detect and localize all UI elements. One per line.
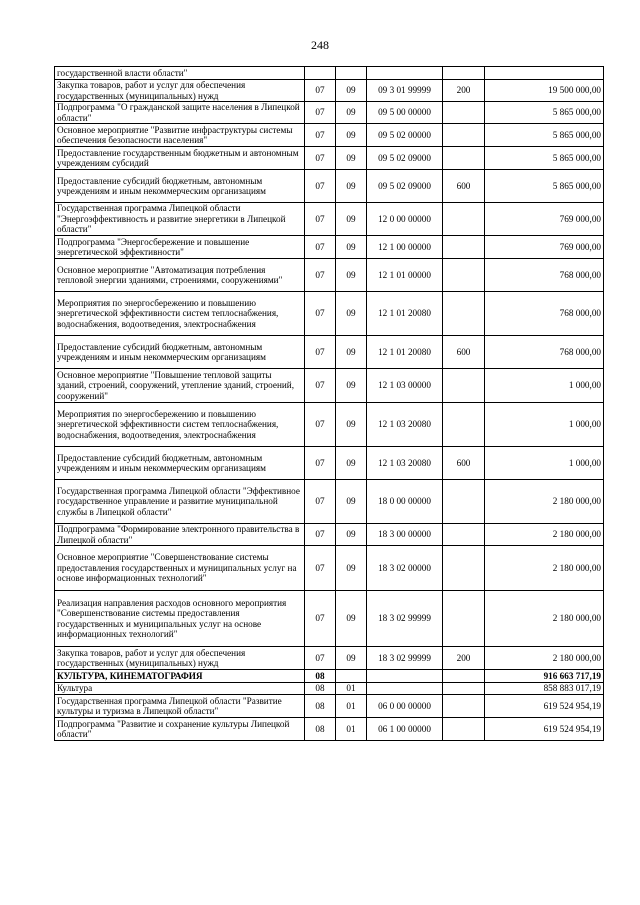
cell-expense-type [443, 236, 485, 259]
cell-amount: 1 000,00 [485, 447, 604, 480]
cell-amount: 768 000,00 [485, 336, 604, 369]
cell-expense-type: 600 [443, 336, 485, 369]
cell-section: 07 [305, 259, 336, 292]
cell-expense-type [443, 546, 485, 591]
cell-subsection: 01 [336, 683, 367, 695]
cell-target-item: 18 0 00 00000 [367, 480, 443, 524]
table-row [55, 480, 604, 524]
table-row [55, 369, 604, 403]
table-row [55, 524, 604, 546]
cell-expense-type [443, 591, 485, 647]
cell-name: Культура [55, 683, 305, 695]
cell-name: Основное мероприятие "Развитие инфраструктуры системы обеспечения безопасности населения" [55, 124, 305, 147]
cell-amount: 769 000,00 [485, 203, 604, 236]
cell-subsection: 09 [336, 80, 367, 102]
cell-name: Закупка товаров, работ и услуг для обеспечения государственных (муниципальных) нужд [55, 647, 305, 670]
cell-amount: 19 500 000,00 [485, 80, 604, 102]
cell-amount: 769 000,00 [485, 236, 604, 259]
cell-target-item: 09 5 00 00000 [367, 102, 443, 124]
table-row [55, 236, 604, 259]
cell-subsection: 09 [336, 292, 367, 336]
cell-name: Государственная программа Липецкой области "Развитие культуры и туризма в Липецкой области" [55, 695, 305, 718]
table-row [55, 591, 604, 647]
cell-expense-type [443, 259, 485, 292]
table-row [55, 403, 604, 447]
cell-name: Мероприятия по энергосбережению и повышению энергетической эффективности систем теплоснабжения, водоснабжения, водоотведения, электроснабжения [55, 292, 305, 336]
cell-target-item: 12 1 01 00000 [367, 259, 443, 292]
cell-name: Подпрограмма "Формирование электронного правительства в Липецкой области" [55, 524, 305, 546]
cell-section: 07 [305, 80, 336, 102]
cell-subsection: 09 [336, 236, 367, 259]
cell-amount: 5 865 000,00 [485, 102, 604, 124]
cell-target-item: 18 3 00 00000 [367, 524, 443, 546]
cell-target-item: 06 0 00 00000 [367, 695, 443, 718]
cell-expense-type [443, 147, 485, 170]
cell-section: 07 [305, 170, 336, 203]
cell-amount: 619 524 954,19 [485, 695, 604, 718]
cell-expense-type [443, 369, 485, 403]
table-row [55, 259, 604, 292]
cell-name: государственной власти области" [55, 67, 305, 80]
cell-subsection: 09 [336, 170, 367, 203]
table-row [55, 203, 604, 236]
cell-target-item: 12 1 01 20080 [367, 292, 443, 336]
cell-section [305, 67, 336, 80]
table-row [55, 102, 604, 124]
cell-name: Подпрограмма "О гражданской защите населения в Липецкой области" [55, 102, 305, 124]
cell-amount: 1 000,00 [485, 403, 604, 447]
table-row [55, 546, 604, 591]
cell-name: Основное мероприятие "Повышение тепловой защиты зданий, строений, сооружений, утепление зданий, строений, сооружений" [55, 369, 305, 403]
cell-subsection [336, 670, 367, 683]
cell-expense-type: 600 [443, 447, 485, 480]
cell-subsection: 09 [336, 591, 367, 647]
cell-section: 07 [305, 403, 336, 447]
table-row [55, 80, 604, 102]
table-row [55, 695, 604, 718]
cell-section: 07 [305, 102, 336, 124]
cell-section: 07 [305, 591, 336, 647]
cell-name: Предоставление субсидий бюджетным, автономным учреждениям и иным некоммерческим организациям [55, 170, 305, 203]
cell-subsection: 01 [336, 695, 367, 718]
cell-expense-type [443, 480, 485, 524]
cell-subsection [336, 67, 367, 80]
cell-subsection: 09 [336, 480, 367, 524]
cell-amount: 2 180 000,00 [485, 480, 604, 524]
cell-name: Предоставление государственным бюджетным и автономным учреждениям субсидий [55, 147, 305, 170]
cell-amount: 2 180 000,00 [485, 591, 604, 647]
cell-expense-type [443, 670, 485, 683]
cell-subsection: 09 [336, 546, 367, 591]
cell-section: 07 [305, 480, 336, 524]
cell-name: Государственная программа Липецкой области "Энергоэффективность и развитие энергетики в Липецкой области" [55, 203, 305, 236]
cell-expense-type [443, 102, 485, 124]
cell-expense-type [443, 718, 485, 741]
cell-name: Государственная программа Липецкой области "Эффективное государственное управление и развитие муниципальной службы в Липецкой области" [55, 480, 305, 524]
cell-name: Мероприятия по энергосбережению и повышению энергетической эффективности систем теплоснабжения, водоснабжения, водоотведения, электроснабжения [55, 403, 305, 447]
cell-target-item: 18 3 02 99999 [367, 591, 443, 647]
cell-subsection: 09 [336, 647, 367, 670]
cell-amount: 2 180 000,00 [485, 647, 604, 670]
cell-target-item: 09 3 01 99999 [367, 80, 443, 102]
cell-expense-type [443, 695, 485, 718]
cell-subsection: 09 [336, 369, 367, 403]
cell-target-item: 12 1 03 20080 [367, 447, 443, 480]
cell-section: 07 [305, 546, 336, 591]
table-row [55, 124, 604, 147]
cell-amount: 5 865 000,00 [485, 147, 604, 170]
cell-amount: 1 000,00 [485, 369, 604, 403]
cell-target-item: 12 1 00 00000 [367, 236, 443, 259]
cell-name: Основное мероприятие "Совершенствование системы предоставления государственных и муниципальных услуг на основе информационных технологий" [55, 546, 305, 591]
cell-section: 08 [305, 670, 336, 683]
cell-name: Реализация направления расходов основного мероприятия "Совершенствование системы предоставления государственных и муниципальных услуг на основе информационных технологий" [55, 591, 305, 647]
cell-target-item: 12 1 03 00000 [367, 369, 443, 403]
cell-expense-type [443, 124, 485, 147]
cell-name: Предоставление субсидий бюджетным, автономным учреждениям и иным некоммерческим организациям [55, 336, 305, 369]
cell-amount [485, 67, 604, 80]
cell-amount: 2 180 000,00 [485, 524, 604, 546]
cell-amount: 2 180 000,00 [485, 546, 604, 591]
cell-section: 07 [305, 147, 336, 170]
cell-name: Подпрограмма "Энергосбережение и повышение энергетической эффективности" [55, 236, 305, 259]
cell-expense-type [443, 203, 485, 236]
cell-expense-type: 200 [443, 647, 485, 670]
table-row [55, 292, 604, 336]
cell-amount: 5 865 000,00 [485, 124, 604, 147]
cell-subsection: 09 [336, 203, 367, 236]
cell-target-item: 06 1 00 00000 [367, 718, 443, 741]
cell-section: 08 [305, 718, 336, 741]
cell-expense-type [443, 524, 485, 546]
cell-amount: 858 883 017,19 [485, 683, 604, 695]
cell-section: 07 [305, 124, 336, 147]
cell-amount: 5 865 000,00 [485, 170, 604, 203]
cell-target-item: 09 5 02 09000 [367, 147, 443, 170]
cell-amount: 768 000,00 [485, 292, 604, 336]
table-row [55, 336, 604, 369]
cell-section: 07 [305, 647, 336, 670]
cell-target-item: 18 3 02 99999 [367, 647, 443, 670]
cell-target-item [367, 670, 443, 683]
cell-target-item [367, 67, 443, 80]
cell-section: 07 [305, 203, 336, 236]
cell-target-item [367, 683, 443, 695]
cell-name: Основное мероприятие "Автоматизация потребления тепловой энергии зданиями, строениями, сооружениями" [55, 259, 305, 292]
cell-expense-type [443, 292, 485, 336]
cell-amount: 619 524 954,19 [485, 718, 604, 741]
cell-target-item: 09 5 02 00000 [367, 124, 443, 147]
cell-name: Предоставление субсидий бюджетным, автономным учреждениям и иным некоммерческим организациям [55, 447, 305, 480]
cell-target-item: 18 3 02 00000 [367, 546, 443, 591]
table-row [55, 670, 604, 683]
table-row [55, 683, 604, 695]
cell-expense-type [443, 683, 485, 695]
cell-subsection: 09 [336, 336, 367, 369]
cell-name: Подпрограмма "Развитие и сохранение культуры Липецкой области" [55, 718, 305, 741]
cell-section: 07 [305, 369, 336, 403]
table-row [55, 147, 604, 170]
cell-subsection: 09 [336, 124, 367, 147]
cell-section: 07 [305, 447, 336, 480]
cell-section: 07 [305, 236, 336, 259]
cell-amount: 768 000,00 [485, 259, 604, 292]
cell-name: Закупка товаров, работ и услуг для обеспечения государственных (муниципальных) нужд [55, 80, 305, 102]
cell-expense-type: 200 [443, 80, 485, 102]
cell-section: 08 [305, 683, 336, 695]
table-row [55, 170, 604, 203]
cell-section: 07 [305, 524, 336, 546]
cell-subsection: 09 [336, 524, 367, 546]
budget-table-body [55, 67, 604, 741]
cell-expense-type: 600 [443, 170, 485, 203]
cell-name: КУЛЬТУРА, КИНЕМАТОГРАФИЯ [55, 670, 305, 683]
cell-subsection: 01 [336, 718, 367, 741]
cell-subsection: 09 [336, 447, 367, 480]
cell-section: 07 [305, 336, 336, 369]
cell-expense-type [443, 403, 485, 447]
cell-subsection: 09 [336, 102, 367, 124]
page-number: 248 [311, 38, 329, 52]
cell-subsection: 09 [336, 147, 367, 170]
cell-subsection: 09 [336, 403, 367, 447]
cell-amount: 916 663 717,19 [485, 670, 604, 683]
cell-subsection: 09 [336, 259, 367, 292]
cell-target-item: 09 5 02 09000 [367, 170, 443, 203]
cell-section: 07 [305, 292, 336, 336]
cell-expense-type [443, 67, 485, 80]
table-row [55, 447, 604, 480]
table-row [55, 647, 604, 670]
table-row [55, 67, 604, 80]
table-row [55, 718, 604, 741]
budget-table [54, 66, 604, 741]
cell-target-item: 12 1 01 20080 [367, 336, 443, 369]
cell-target-item: 12 1 03 20080 [367, 403, 443, 447]
cell-target-item: 12 0 00 00000 [367, 203, 443, 236]
cell-section: 08 [305, 695, 336, 718]
